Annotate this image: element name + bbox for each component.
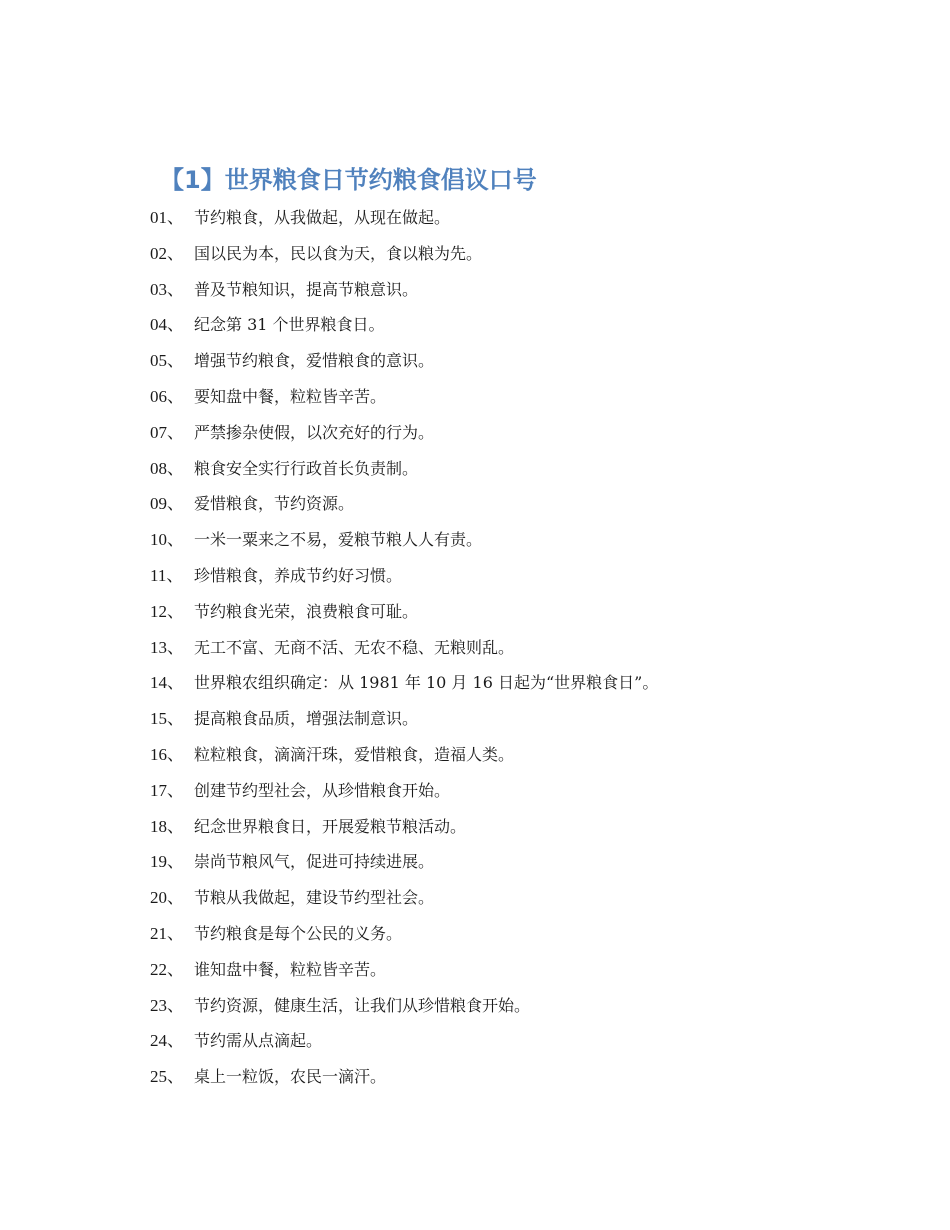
slogan-item — [150, 630, 658, 666]
slogan-text: 纪念第 31 个世界粮食日。 — [194, 315, 385, 335]
slogan-number: 14、 — [150, 673, 184, 693]
slogan-item — [150, 486, 658, 522]
slogan-number: 03、 — [150, 279, 184, 299]
slogan-number: 23、 — [150, 995, 184, 1015]
slogan-number: 16、 — [150, 744, 184, 764]
slogan-number: 18、 — [150, 816, 184, 836]
slogan-item — [150, 343, 658, 379]
slogan-text: 爱惜粮食，节约资源。 — [194, 494, 355, 514]
slogan-number: 11、 — [150, 565, 184, 585]
slogan-text: 粒粒粮食，滴滴汗珠，爱惜粮食，造福人类。 — [194, 744, 515, 764]
slogan-item — [150, 701, 658, 737]
slogan-item — [150, 272, 658, 308]
slogan-item — [150, 200, 658, 236]
slogan-number: 20、 — [150, 888, 184, 908]
slogan-number: 17、 — [150, 780, 184, 800]
slogan-list — [150, 200, 658, 1095]
slogan-item — [150, 415, 658, 451]
slogan-text: 世界粮农组织确定：从 1981 年 10 月 16 日起为“世界粮食日”。 — [194, 673, 659, 693]
slogan-text: 增强节约粮食，爱惜粮食的意识。 — [194, 351, 435, 371]
slogan-number: 13、 — [150, 637, 184, 657]
slogan-item — [150, 916, 658, 952]
slogan-item — [150, 594, 658, 630]
slogan-text: 崇尚节粮风气，促进可持续进展。 — [194, 852, 435, 872]
slogan-item — [150, 844, 658, 880]
slogan-text: 节粮从我做起，建设节约型社会。 — [194, 888, 435, 908]
slogan-number: 09、 — [150, 494, 184, 514]
slogan-text: 粮食安全实行行政首长负责制。 — [194, 458, 419, 478]
slogan-text: 创建节约型社会，从珍惜粮食开始。 — [194, 780, 451, 800]
slogan-text: 节约资源，健康生活，让我们从珍惜粮食开始。 — [194, 995, 531, 1015]
slogan-text: 要知盘中餐，粒粒皆辛苦。 — [194, 386, 387, 406]
slogan-number: 05、 — [150, 351, 184, 371]
slogan-item — [150, 307, 658, 343]
slogan-item — [150, 522, 658, 558]
slogan-number: 04、 — [150, 315, 184, 335]
slogan-item — [150, 737, 658, 773]
slogan-item — [150, 558, 658, 594]
slogan-number: 19、 — [150, 852, 184, 872]
slogan-number: 21、 — [150, 923, 184, 943]
slogan-text: 国以民为本，民以食为天，食以粮为先。 — [194, 243, 483, 263]
slogan-item — [150, 952, 658, 988]
slogan-item — [150, 1023, 658, 1059]
slogan-number: 15、 — [150, 709, 184, 729]
slogan-number: 07、 — [150, 422, 184, 442]
slogan-text: 一米一粟来之不易，爱粮节粮人人有责。 — [194, 530, 483, 550]
slogan-text: 节约粮食是每个公民的义务。 — [194, 923, 403, 943]
slogan-text: 纪念世界粮食日，开展爱粮节粮活动。 — [194, 816, 467, 836]
slogan-item — [150, 665, 658, 701]
slogan-number: 24、 — [150, 1031, 184, 1051]
slogan-number: 01、 — [150, 208, 184, 227]
slogan-text: 珍惜粮食，养成节约好习惯。 — [194, 565, 403, 585]
slogan-text: 严禁掺杂使假，以次充好的行为。 — [194, 422, 435, 442]
slogan-item — [150, 1059, 658, 1095]
slogan-text: 谁知盘中餐，粒粒皆辛苦。 — [194, 959, 387, 979]
slogan-number: 12、 — [150, 601, 184, 621]
slogan-item — [150, 773, 658, 809]
slogan-item — [150, 809, 658, 845]
slogan-item — [150, 236, 658, 272]
slogan-number: 22、 — [150, 959, 184, 979]
slogan-text: 节约需从点滴起。 — [194, 1031, 323, 1051]
slogan-number: 06、 — [150, 386, 184, 406]
slogan-number: 10、 — [150, 530, 184, 550]
slogan-number: 25、 — [150, 1067, 184, 1087]
slogan-number: 08、 — [150, 458, 184, 478]
slogan-number: 02、 — [150, 243, 184, 263]
slogan-text: 节约粮食，从我做起，从现在做起。 — [194, 208, 451, 227]
slogan-item — [150, 379, 658, 415]
slogan-item — [150, 880, 658, 916]
slogan-item — [150, 451, 658, 487]
slogan-text: 提高粮食品质，增强法制意识。 — [194, 709, 419, 729]
slogan-text: 节约粮食光荣，浪费粮食可耻。 — [194, 601, 419, 621]
slogan-text: 桌上一粒饭，农民一滴汗。 — [194, 1067, 387, 1087]
slogan-text: 无工不富、无商不活、无农不稳、无粮则乱。 — [194, 637, 515, 657]
section-heading: 【1】世界粮食日节约粮食倡议口号 — [160, 166, 537, 194]
slogan-text: 普及节粮知识，提高节粮意识。 — [194, 279, 419, 299]
slogan-item — [150, 988, 658, 1024]
